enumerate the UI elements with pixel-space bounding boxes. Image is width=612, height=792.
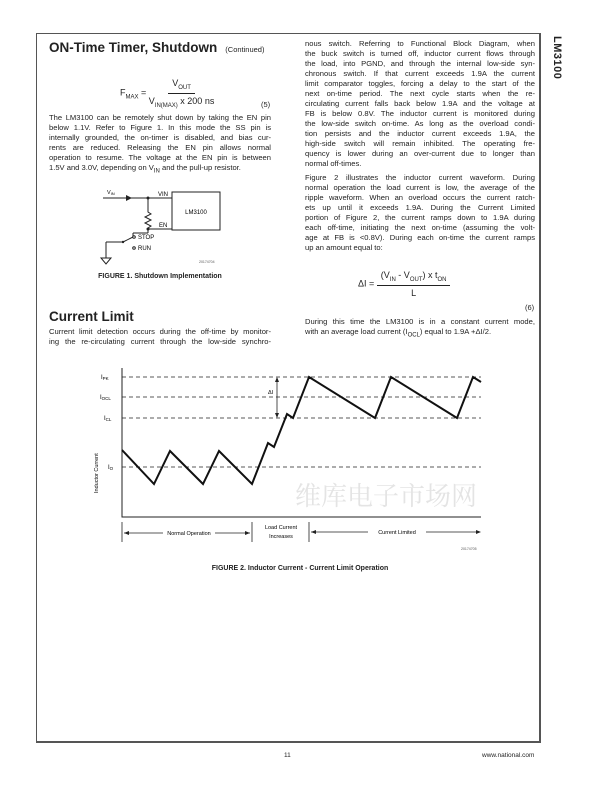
text: ) equal to 1.9A +ΔI/2. <box>419 327 492 336</box>
figure-1-number: 20174704 <box>199 260 215 264</box>
delta-i-label: ΔI <box>268 390 274 396</box>
text-line: FB is below 0.8V. The inductor current is monitored during <box>305 109 535 118</box>
page-number: 11 <box>284 752 291 759</box>
current-limit-paragraph <box>49 327 271 347</box>
footer-url[interactable]: www.national.com <box>482 752 535 759</box>
figure-2-caption: FIGURE 2. Inductor Current - Current Limit Operation <box>211 565 389 572</box>
text-line: the load, into PGND, and through the internal low-side syn- <box>305 59 535 68</box>
title-text: ON-Time Timer, Shutdown <box>49 40 218 55</box>
text-line: During this time the LM3100 is in a constant current mode, <box>305 317 535 326</box>
stop-label: STOP <box>138 235 155 241</box>
text-line: normal operation the load current is low, the average of the <box>305 183 535 192</box>
text-line <box>305 327 535 337</box>
text: and the pull-up resistor. <box>159 163 241 172</box>
eq-den-tail: x 200 ns <box>177 95 215 106</box>
level-label-io: IO <box>108 465 114 471</box>
text-line: next on-time period. The next cycle starts when the re- <box>305 89 535 98</box>
region-load-current-line1: Load Current <box>264 525 298 531</box>
text-line: internally grounded, the on-timer is disabled, and bias cur- <box>49 133 271 142</box>
figure-2-number: 20174705 <box>461 547 477 551</box>
text-line: ets up until it exceeds 1.9A. During the Current Limited <box>305 203 535 212</box>
text-line: quency is lower during an over-current due to longer than <box>305 149 535 158</box>
figure-1-caption: FIGURE 1. Shutdown Implementation <box>98 273 222 280</box>
vin-label: VIN <box>107 190 115 196</box>
eq-num: V <box>172 78 179 88</box>
text-line: normal off-times. <box>305 159 362 168</box>
side-part-label: LM3100 <box>551 36 563 80</box>
text-line: operation to resume. The voltage at the EN pin is between <box>49 153 271 162</box>
eq-den: V <box>148 95 155 106</box>
section-title-current-limit: Current Limit <box>49 309 134 324</box>
continued-label: (Continued) <box>225 45 265 54</box>
text-line: high-side switch will remain inhibited. The operating fre- <box>305 139 535 148</box>
text-line: ripple waveform. When an overload occurs the current ratch- <box>305 193 535 202</box>
equation-5: $F_{MAX}$ = $\frac{V_{OUT}}{V_{IN(MAX)} x 200 ns}$ <box>120 78 215 109</box>
region-normal-operation: Normal Operation <box>167 531 211 537</box>
eq-sub: IN <box>389 276 396 283</box>
eq-den: L <box>411 287 417 298</box>
level-label-iocl: IOCL <box>100 395 111 401</box>
column2-paragraph-1 <box>305 39 535 169</box>
column2-paragraph-2 <box>305 173 535 253</box>
text-line: ing the re-circulating current through the low-side synchro- <box>49 337 271 346</box>
chip-label: LM3100 <box>185 210 207 216</box>
text-line: age at FB is <0.8V). During each on-time the current ramps <box>305 233 535 242</box>
eq-part: ) x t <box>422 270 438 280</box>
level-label-icl: ICL <box>104 416 112 422</box>
y-axis-label: Inductor Current <box>94 453 100 493</box>
level-label-ipk: IPK <box>101 375 109 381</box>
equation-number-6: (6) <box>525 303 535 312</box>
eq-sub: ON <box>437 276 447 283</box>
figure-2-waveform <box>0 360 612 560</box>
text-line: Figure 2 illustrates the inductor current waveform. During <box>305 173 535 182</box>
text-line: up an amount equal to: <box>305 243 383 252</box>
text-line: tion persists and the inductor current exceeds 1.9A, the <box>305 129 535 138</box>
eq-lhs-sub: MAX <box>125 94 139 101</box>
text-line: nous switch. Referring to Functional Block Diagram, when <box>305 39 535 48</box>
eq-lhs: ΔI = <box>358 278 375 289</box>
eq-lhs: F <box>120 87 126 98</box>
eq-sub: OUT <box>409 276 423 283</box>
region-load-current-line2: Increases <box>269 534 293 540</box>
pin-vin-label: VIN <box>158 192 169 198</box>
text-line: rents are reduced. Releasing the EN pin allows normal <box>49 143 271 152</box>
text-line: chronous switch. If that current exceeds 1.9A the current <box>305 69 535 78</box>
equation-number-5: (5) <box>261 100 271 109</box>
inductor-current-trace <box>122 377 481 484</box>
pin-en-label: EN <box>159 223 168 229</box>
text-line: the buck switch is turned off, inductor current flows through <box>305 49 535 58</box>
watermark: 维库电子市场网 <box>295 481 478 511</box>
text-line: limit comparator toggles, forcing a delay to the start of the <box>305 79 535 88</box>
eq-part: (V <box>380 270 390 280</box>
column2-paragraph-3 <box>305 317 535 337</box>
text-line: The LM3100 can be remotely shut down by taking the EN pin <box>49 113 271 122</box>
sub: OCL <box>407 332 420 339</box>
eq-den-sub: IN(MAX) <box>154 102 178 109</box>
text-line: Current limit detection occurs during the off-time by monitor- <box>49 327 271 336</box>
text: 1.5V and 3.0V, depending on V <box>49 163 154 172</box>
text-line: each off-time, initiating the next on-time (assuming the volt- <box>305 223 535 232</box>
text-line: portion of Figure 2, the current ramps down to 1.9A during <box>305 213 535 222</box>
text-line: below 1.1V. Refer to Figure 1. In this mode the SS pin is <box>49 123 271 132</box>
equation-6 <box>358 270 450 298</box>
text-line: circulating current falls back below 1.9A and the voltage at <box>305 99 535 108</box>
text: with an average load current (I <box>305 327 408 336</box>
eq-num-sub: OUT <box>178 84 191 91</box>
eq-part: - V <box>395 270 410 280</box>
run-label: RUN <box>138 246 151 252</box>
sub: IN <box>153 168 160 175</box>
region-current-limited: Current Limited <box>378 530 416 536</box>
text-line: the low-side switch on-time. As long as the overload condi- <box>305 119 535 128</box>
